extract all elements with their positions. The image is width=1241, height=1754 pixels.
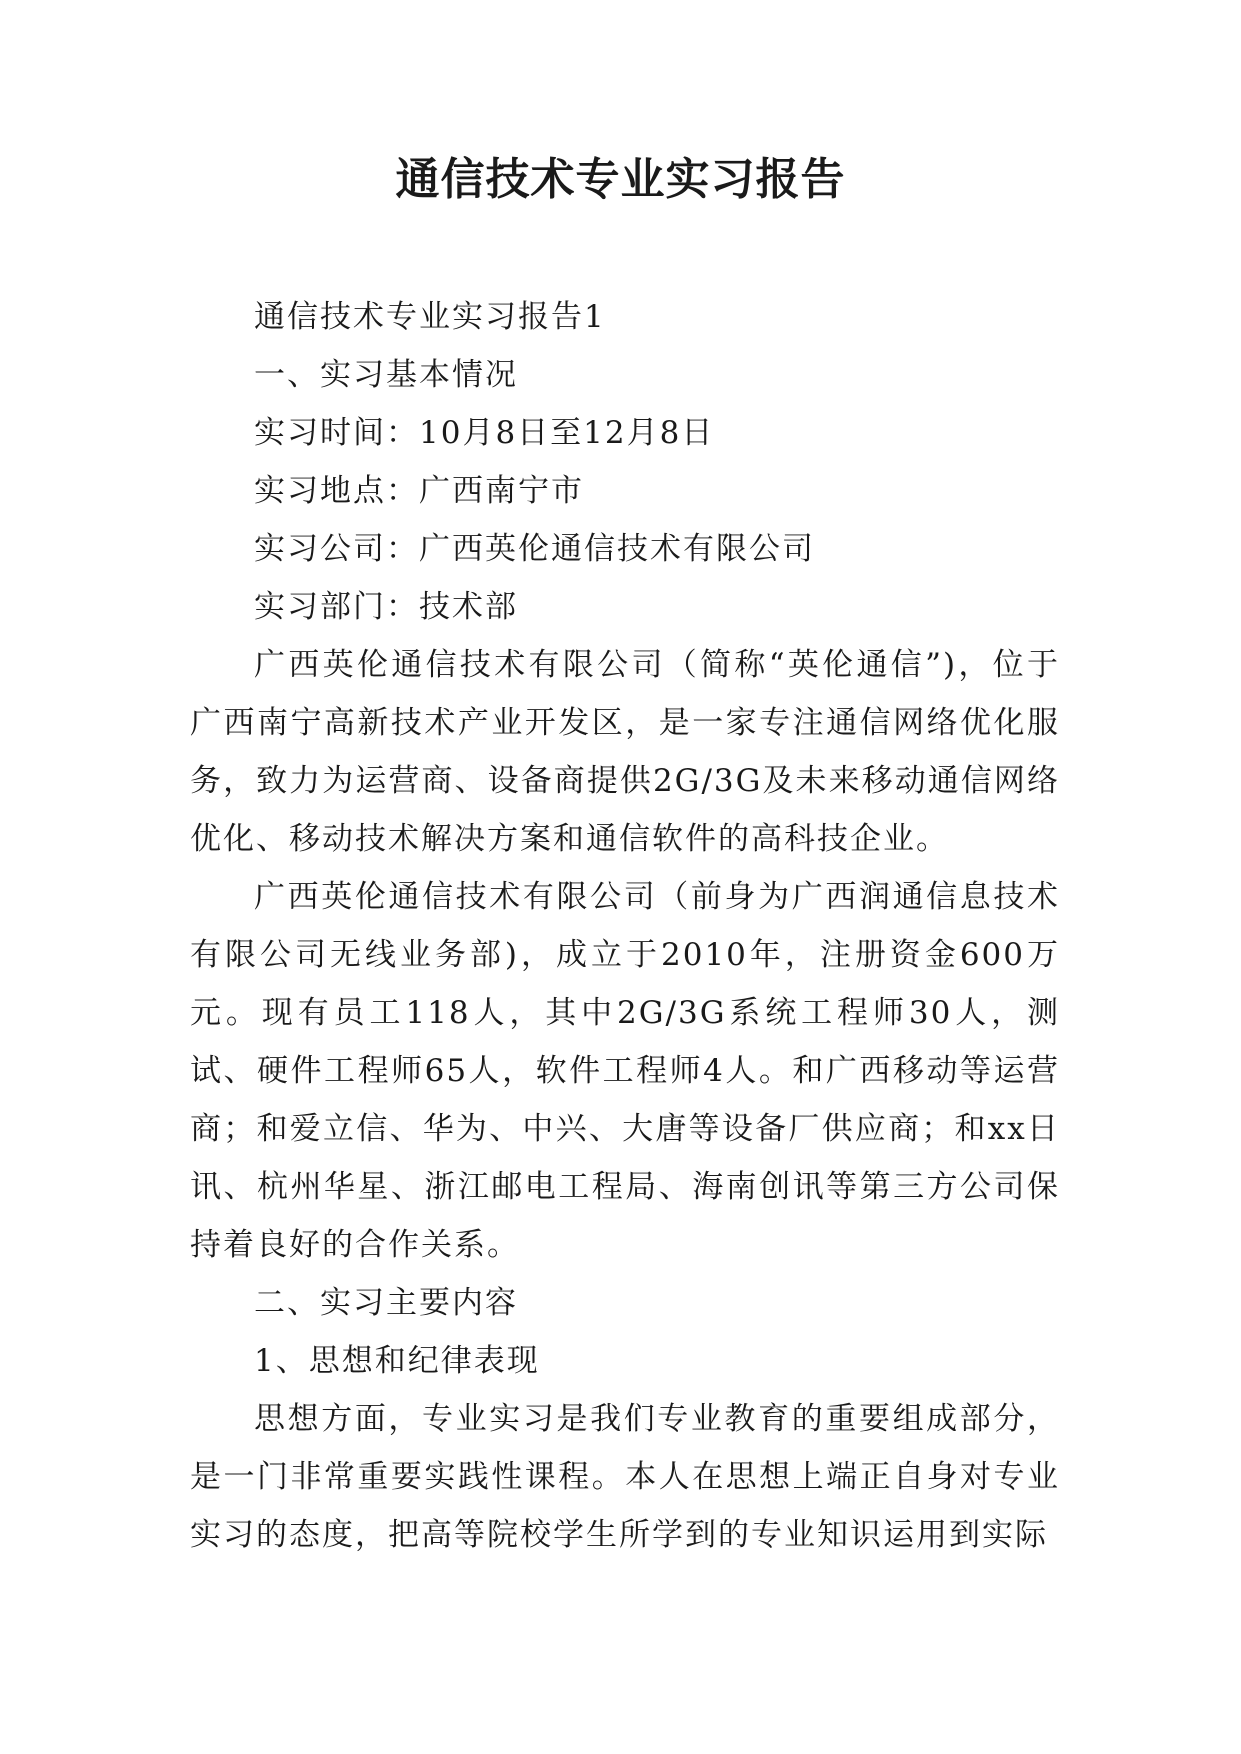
document-title: 通信技术专业实习报告 xyxy=(395,154,846,205)
body-paragraph: 广西英伦通信技术有限公司（简称“英伦通信”)，位于广西南宁高新技术产业开发区，是一家专注通信网络优化服务，致力为运营商、设备商提供2G/3G及未来移动通信网络优化、移动技术解决方案和通信软件的高科技企业。 xyxy=(190,647,1060,857)
info-line-time: 实习时间：10月8日至12月8日 xyxy=(254,415,715,451)
section-heading: 一、实习基本情况 xyxy=(254,357,518,393)
info-line-company: 实习公司：广西英伦通信技术有限公司 xyxy=(254,531,815,567)
body-paragraph: 思想方面，专业实习是我们专业教育的重要组成部分，是一门非常重要实践性课程。本人在思想上端正自身对专业实习的态度，把高等院校学生所学到的专业知识运用到实际 xyxy=(190,1401,1060,1553)
body-paragraph: 广西英伦通信技术有限公司（前身为广西润通信息技术有限公司无线业务部)，成立于2010年，注册资金600万元。现有员工118人，其中2G/3G系统工程师30人，测试、硬件工程师65人，软件工程师4人。和广西移动等运营商；和爱立信、华为、中兴、大唐等设备厂供应商；和xx日讯、杭州华星、浙江邮电工程局、海南创讯等第三方公司保持着良好的合作关系。 xyxy=(190,879,1060,1263)
info-line-department: 实习部门：技术部 xyxy=(254,589,518,625)
report-subtitle: 通信技术专业实习报告1 xyxy=(254,299,606,335)
section-heading: 二、实习主要内容 xyxy=(254,1285,518,1321)
subsection-heading: 1、思想和纪律表现 xyxy=(254,1343,540,1379)
info-line-location: 实习地点：广西南宁市 xyxy=(254,473,584,509)
document-body xyxy=(190,288,1060,1564)
